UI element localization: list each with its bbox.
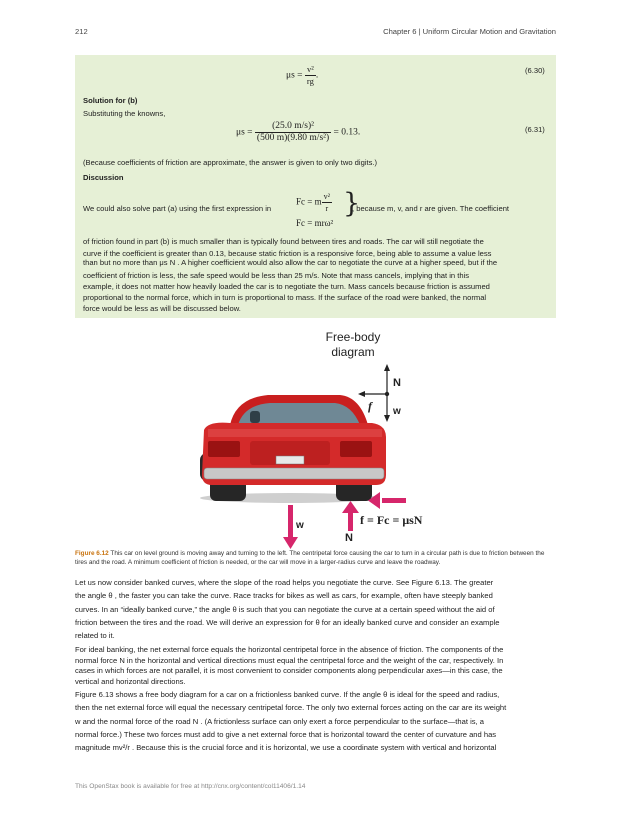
body-line: vertical and horizontal directions. — [75, 676, 186, 686]
discussion-line-1b: , because m, v, and r are given. The coefficient — [352, 204, 510, 213]
body-line: normal force.) These two forces must add to give a net external force that is horizontal toward the center of curvature and has — [75, 729, 497, 739]
footer-text: This OpenStax book is available for free at http://cnx.org/content/col11406/1.14 — [75, 783, 306, 790]
body-line: related to it. — [75, 631, 115, 641]
brace-equation-2: Fc = mrω² — [296, 218, 334, 228]
body-line: curves. In an “ideally banked curve,” the angle θ is such that you can negotiate the curve at a certain speed without the aid of — [75, 604, 495, 614]
solution-b-heading: Solution for (b) — [83, 96, 138, 105]
page-number: 212 — [75, 27, 88, 36]
friction-arrow — [368, 492, 406, 509]
body-line: cases in which forces are not parallel, it is most convenient to consider components along perpendicular axes—in this case, the — [75, 666, 503, 676]
red-car — [200, 395, 386, 503]
body-line: friction between the tires and the road. We will derive an expression for θ for an ideally banked curve and consider an example — [75, 617, 500, 627]
fbd-title-1: Free-body — [325, 330, 381, 344]
fbd-label-w: w — [393, 406, 401, 417]
chapter-title: Chapter 6 | Uniform Circular Motion and Gravitation — [383, 27, 556, 36]
eq630-num: v² — [305, 64, 316, 76]
fbd-title-2: diagram — [331, 345, 375, 359]
eq630-label: (6.30) — [525, 66, 545, 75]
eq631-rhs: = 0.13. — [333, 127, 361, 138]
car-label-w: w — [296, 520, 304, 531]
paragraph-ideal-banking — [75, 645, 503, 687]
brace-eq1-num: v² — [323, 192, 330, 201]
paragraph-banked-curves — [75, 576, 500, 642]
car-label-n: N — [345, 532, 353, 544]
substituting-text: Substituting the knowns, — [83, 109, 166, 118]
eq630-den: rg — [306, 76, 314, 86]
discussion-line: force would be less as will be discussed below. — [83, 304, 241, 313]
discussion-heading: Discussion — [83, 173, 124, 182]
brace-eq1-den: r — [325, 204, 329, 213]
discussion-line: coefficient of friction is less, the safe speed would be less than 25 m/s. Note that mass cancels, implying that in this — [83, 271, 470, 280]
equation-6-30 — [286, 64, 318, 87]
discussion-line: of friction found in part (b) is much smaller than is typically found between tires and roads. The car will still negotiate the — [83, 237, 484, 246]
fbd-label-f: f — [368, 399, 372, 413]
eq631-label: (6.31) — [525, 125, 545, 134]
discussion-line: curve if the coefficient is greater than 0.13, because static friction is a responsive force, being able to assume a value less — [83, 249, 492, 258]
brace-eq1-lhs: Fc = m — [296, 196, 322, 207]
normal-force-arrow — [342, 501, 359, 531]
eq631-num: (25.0 m/s)² — [255, 121, 331, 133]
body-line: w and the normal force of the road N . (A frictionless surface can only exert a force perpendicular to the surface—that is, a — [75, 716, 485, 726]
body-line: For ideal banking, the net external force equals the horizontal centripetal force in the absence of friction. The components of the — [75, 645, 504, 654]
body-line: magnitude mv²/r . Because this is the crucial force and it is horizontal, we use a coordinate system with vertical and horizontal — [75, 743, 497, 753]
body-line: then the net external force will equal the necessary centripetal force. The only two external forces acting on the car are its weight — [75, 703, 507, 713]
eq630-lhs: μs = — [286, 70, 303, 81]
friction-equation: f = Fc = μsN — [360, 513, 423, 527]
body-line: the angle θ , the faster you can take the curve. Race tracks for bikes as well as cars, for example, often have steeply banked — [75, 591, 493, 601]
body-line: Let us now consider banked curves, where the slope of the road helps you negotiate the curve. See Figure 6.13. The greater — [75, 578, 494, 587]
figure-caption — [75, 550, 556, 567]
fbd-label-n: N — [393, 377, 401, 389]
approximation-note: (Because coefficients of friction are approximate, the answer is given to only two digits.) — [83, 158, 378, 167]
eq631-den: (500 m)(9.80 m/s²) — [256, 133, 330, 143]
car-figure — [190, 325, 460, 550]
discussion-line-1a: We could also solve part (a) using the first expression in — [83, 204, 272, 213]
equation-6-31 — [236, 121, 360, 144]
eq631-lhs: μs = — [236, 127, 253, 138]
caption-text: This car on level ground is moving away and turning to the left. The centripetal force causing the car to turn in a circular path is due to friction between the tires and the road. A minimum coefficient of friction is needed, or the car will move in a larger-radius curve and leave the roadway. — [75, 550, 545, 566]
eq630-end: . — [315, 70, 319, 81]
discussion-line: example, it does not matter how heavily loaded the car is to negotiate the turn. Mass cancels because friction is assumed — [83, 282, 490, 291]
discussion-line: than but no more than μs N . A higher coefficient would also allow the car to negotiate the curve at a higher speed, but if the — [83, 258, 498, 267]
fbd-point — [385, 392, 389, 396]
paragraph-figure-6-13 — [75, 688, 506, 754]
discussion-line: proportional to the normal force, which in turn is proportional to mass. If the surface of the road were banked, the normal — [83, 293, 487, 302]
body-line: Figure 6.13 shows a free body diagram for a car on a frictionless banked curve. If the angle θ is ideal for the speed and radius, — [75, 690, 500, 699]
right-brace-icon: } — [343, 188, 361, 219]
body-line: normal force N in the horizontal and vertical directions must equal the centripetal force and the weight of the car, respectively. In — [75, 655, 504, 665]
caption-label: Figure 6.12 — [75, 550, 109, 557]
brace-equation-1 — [296, 191, 332, 214]
